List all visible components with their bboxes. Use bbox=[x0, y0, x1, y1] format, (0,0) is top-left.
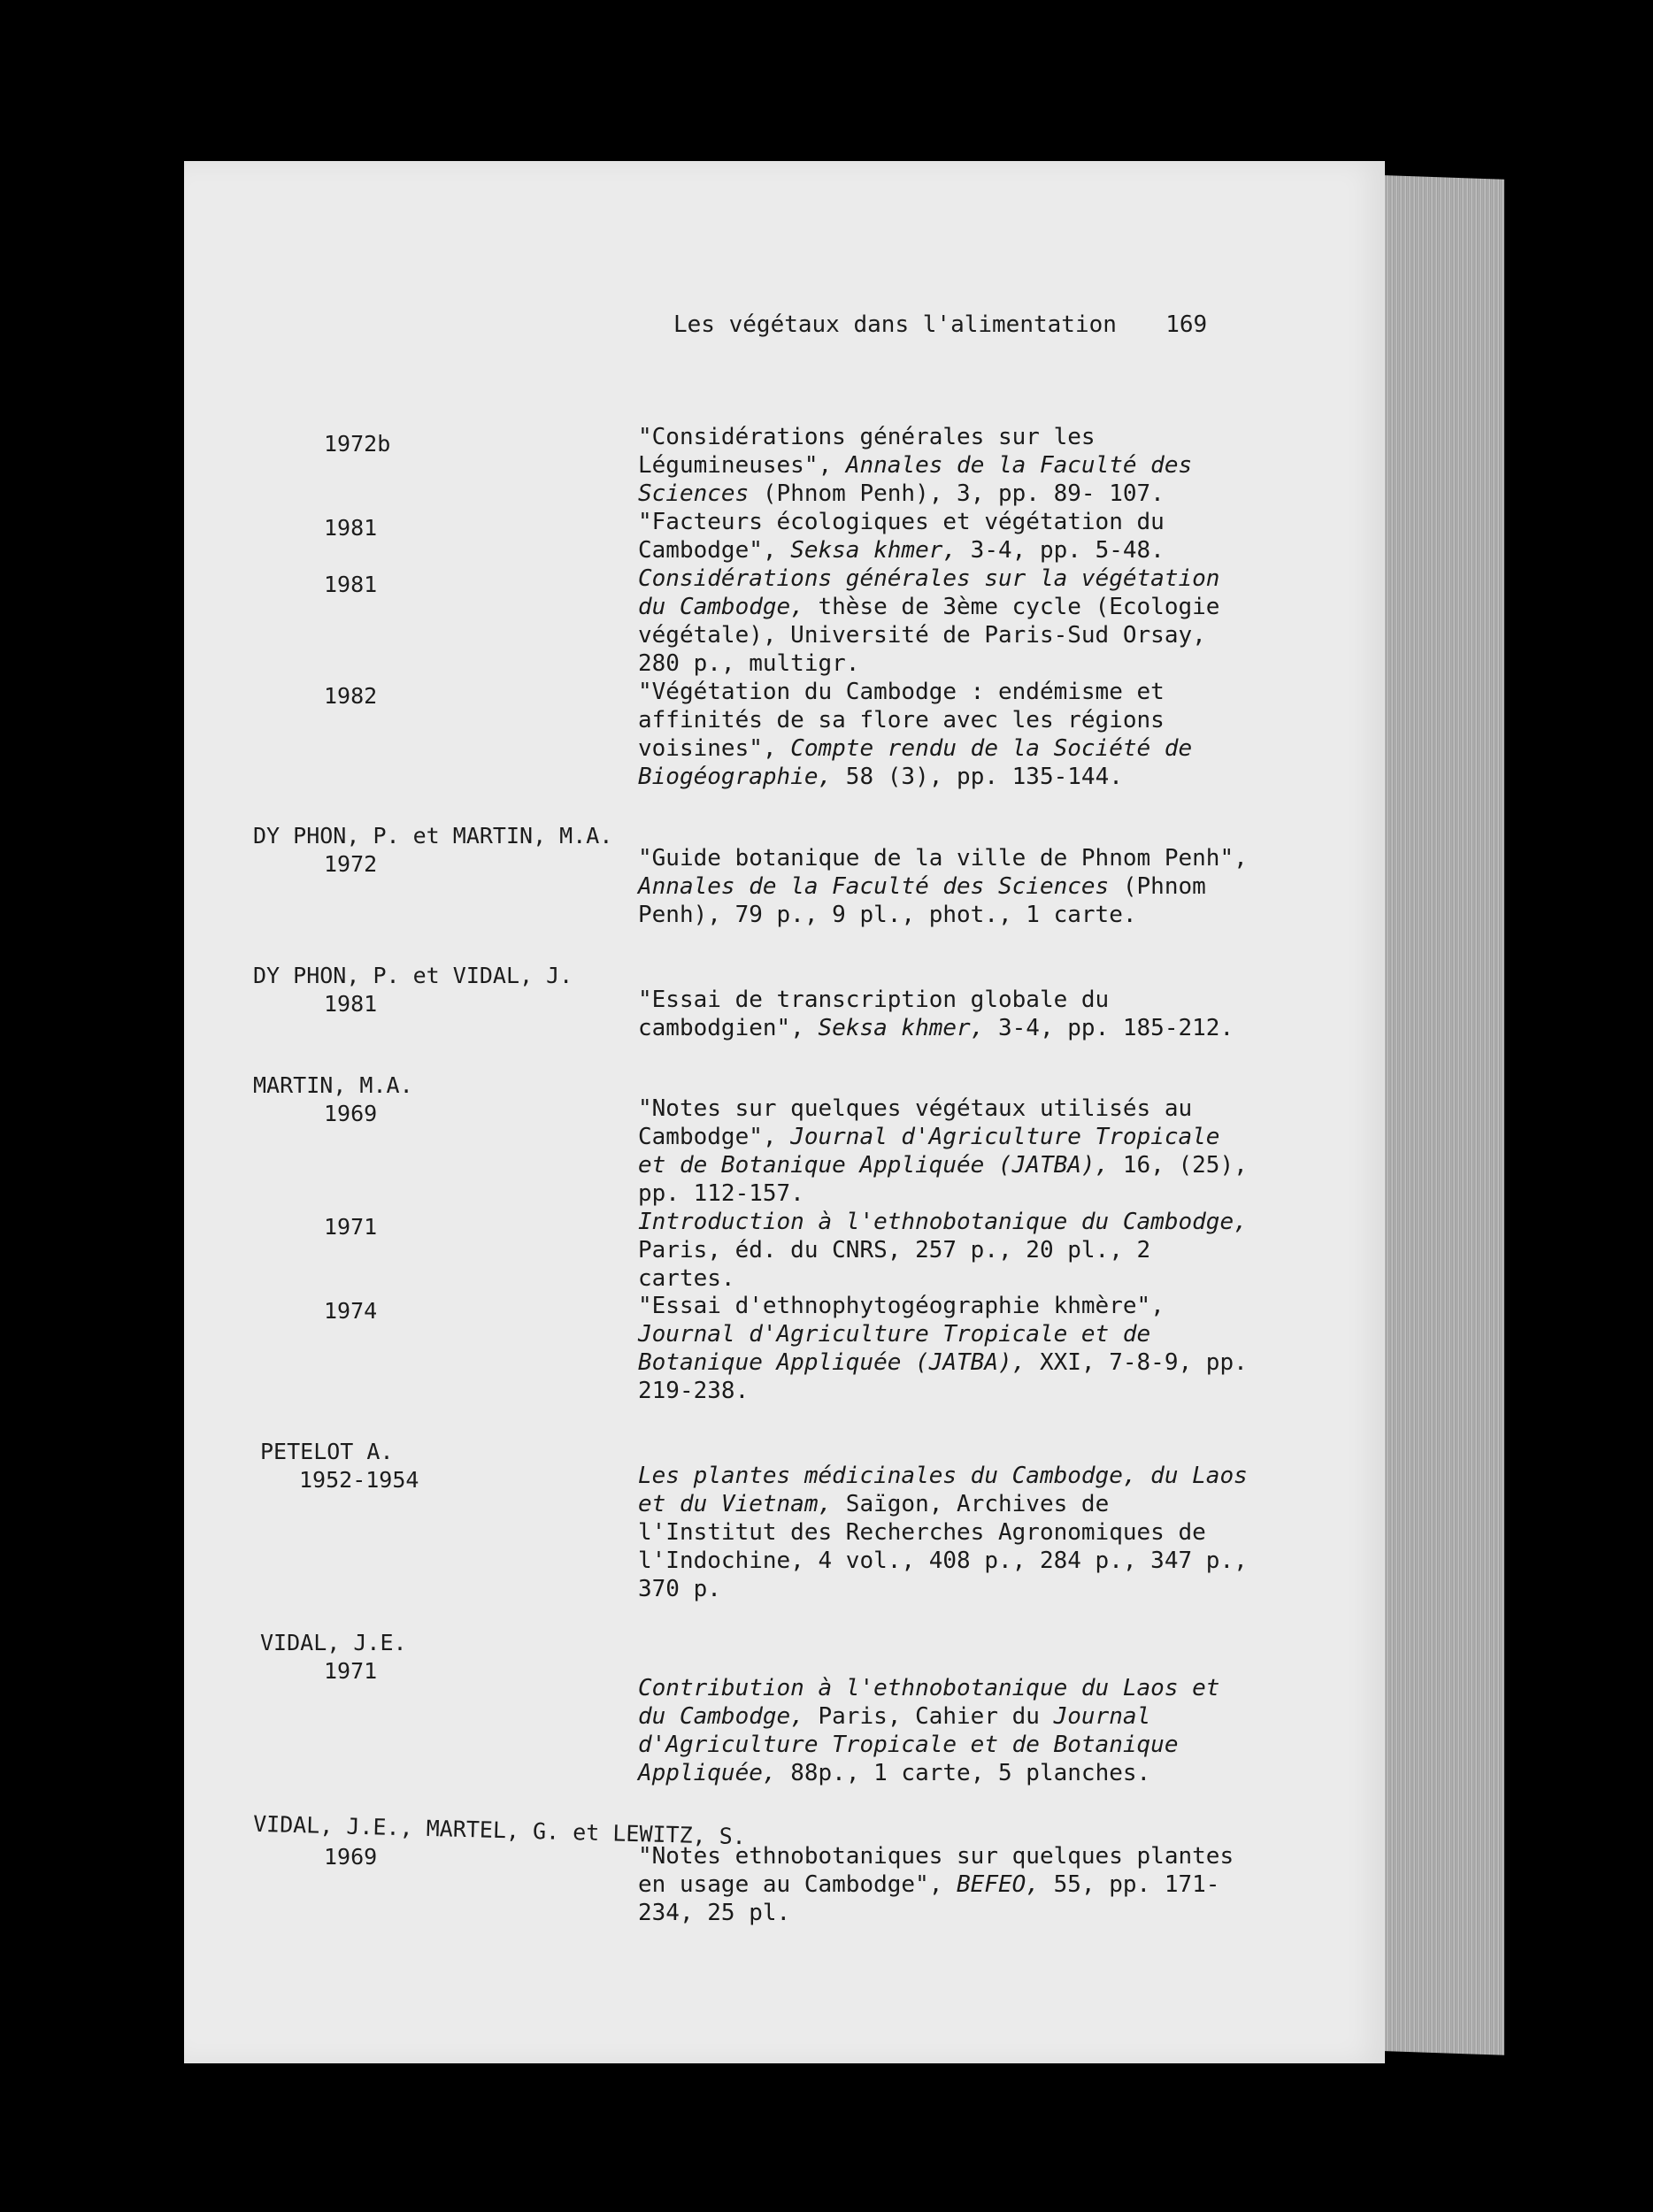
entry-text bbox=[638, 986, 1257, 1042]
entry-year: 1972b bbox=[324, 431, 391, 457]
entry-text bbox=[638, 1094, 1257, 1208]
entry-text bbox=[638, 844, 1257, 929]
entry-title-italic: BEFEO, bbox=[957, 1871, 1040, 1898]
entry-title-italic: Contribution à l'ethnobotanique du Laos et du Cambodge, bbox=[638, 1675, 1220, 1730]
book-page bbox=[184, 161, 1385, 2063]
entry-title-italic: Introduction à l'ethnobotanique du Cambodge, bbox=[638, 1209, 1248, 1235]
entry-text-segment: 16, (25), pp. 112-157. bbox=[638, 1152, 1248, 1207]
page-number: 169 bbox=[1165, 311, 1208, 338]
entry-year: 1982 bbox=[324, 683, 378, 709]
entry-title-italic: Journal d'Agriculture Tropicale et de Botanique Appliquée (JATBA), bbox=[638, 1321, 1151, 1376]
entry-text-segment: 3-4, pp. 185-212. bbox=[984, 1015, 1234, 1041]
entry-text-segment: Paris, Cahier du bbox=[803, 1703, 1054, 1730]
entry-title-italic: Journal d'Agriculture Tropicale et de Botanique Appliquée, bbox=[638, 1703, 1179, 1786]
entry-title-italic: Considérations générales sur la végétation du Cambodge, bbox=[638, 565, 1220, 620]
entry-text bbox=[638, 1674, 1257, 1787]
entry-text bbox=[638, 423, 1257, 508]
entry-text-segment: "Essai d'ethnophytogéographie khmère", bbox=[638, 1293, 1165, 1319]
entry-year: 1971 bbox=[324, 1214, 378, 1240]
entry-text-segment: "Considérations générales sur les Légumineuses", bbox=[638, 424, 1096, 479]
entry-text bbox=[638, 1462, 1257, 1603]
entry-title-italic: Seksa khmer, bbox=[790, 537, 957, 564]
entry-text-segment: "Notes ethnobotaniques sur quelques plantes en usage au Cambodge", bbox=[638, 1843, 1234, 1898]
entry-text-segment: 88p., 1 carte, 5 planches. bbox=[776, 1760, 1151, 1786]
entry-title-italic: Les plantes médicinales du Cambodge, du Laos et du Vietnam, bbox=[638, 1463, 1248, 1517]
entry-text-segment: 58 (3), pp. 135-144. bbox=[832, 764, 1123, 790]
entry-text bbox=[638, 1292, 1257, 1405]
entry-text bbox=[638, 1208, 1257, 1293]
entry-text-segment: Paris, éd. du CNRS, 257 p., 20 pl., 2 cartes. bbox=[638, 1237, 1151, 1292]
author-name: MARTIN, M.A. bbox=[253, 1072, 413, 1098]
entry-title-italic: Compte rendu de la Société de Biogéographie, bbox=[638, 735, 1193, 790]
entry-text-segment: "Guide botanique de la ville de Phnom Penh", bbox=[638, 845, 1248, 872]
entry-text-segment: "Notes sur quelques végétaux utilisés au Cambodge", bbox=[638, 1095, 1193, 1150]
entry-text-segment: (Phnom Penh), 3, pp. 89- 107. bbox=[749, 480, 1165, 507]
entry-text bbox=[638, 1842, 1257, 1927]
author-name: DY PHON, P. et MARTIN, M.A. bbox=[253, 823, 613, 849]
entry-title-italic: Seksa khmer, bbox=[818, 1015, 985, 1041]
entry-year: 1981 bbox=[324, 515, 378, 541]
entry-year: 1974 bbox=[324, 1298, 378, 1324]
entry-year: 1981 bbox=[324, 991, 378, 1017]
entry-text-segment: "Essai de transcription globale du cambodgien", bbox=[638, 987, 1110, 1041]
running-header bbox=[673, 311, 1207, 338]
entry-title-italic: Annales de la Faculté des Sciences bbox=[638, 452, 1193, 507]
entry-text bbox=[638, 508, 1257, 565]
entry-text-segment: 3-4, pp. 5-48. bbox=[957, 537, 1165, 564]
entry-year: 1969 bbox=[324, 1101, 378, 1126]
author-name: VIDAL, J.E. bbox=[260, 1630, 407, 1655]
entry-title-italic: Annales de la Faculté des Sciences bbox=[638, 873, 1110, 900]
entry-text-segment: thèse de 3ème cycle (Ecologie végétale), Université de Paris-Sud Orsay, 280 p., multigr. bbox=[638, 594, 1220, 677]
author-name: PETELOT A. bbox=[260, 1439, 394, 1464]
author-name: VIDAL, J.E., MARTEL, G. et LEWITZ, S. bbox=[252, 1810, 747, 1850]
entry-text-segment: Saïgon, Archives de l'Institut des Recherches Agronomiques de l'Indochine, 4 vol., 408 p., 284 p., 347 p., 370 p. bbox=[638, 1491, 1248, 1602]
entry-text-segment: "Végétation du Cambodge : endémisme et affinités de sa flore avec les régions voisines", bbox=[638, 679, 1165, 762]
running-title: Les végétaux dans l'alimentation bbox=[673, 311, 1117, 338]
entry-text-segment: XXI, 7-8-9, pp. 219-238. bbox=[638, 1349, 1248, 1404]
entry-year: 1969 bbox=[324, 1844, 378, 1870]
entry-text bbox=[638, 565, 1257, 678]
entry-year: 1981 bbox=[324, 572, 378, 597]
entry-year: 1972 bbox=[324, 851, 378, 877]
entry-text-segment: "Facteurs écologiques et végétation du Cambodge", bbox=[638, 509, 1165, 564]
entry-year: 1952-1954 bbox=[299, 1467, 419, 1493]
entry-title-italic: Journal d'Agriculture Tropicale et de Botanique Appliquée (JATBA), bbox=[638, 1124, 1220, 1179]
entry-year: 1971 bbox=[324, 1658, 378, 1684]
entry-text bbox=[638, 678, 1257, 791]
entry-text-segment: 55, pp. 171-234, 25 pl. bbox=[638, 1871, 1220, 1926]
author-name: DY PHON, P. et VIDAL, J. bbox=[253, 963, 573, 988]
entry-text-segment: (Phnom Penh), 79 p., 9 pl., phot., 1 carte. bbox=[638, 873, 1206, 928]
